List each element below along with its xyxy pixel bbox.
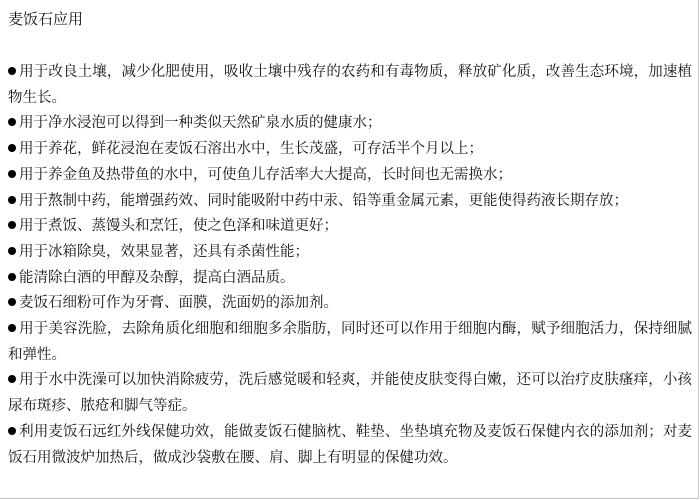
application-list xyxy=(8,60,692,471)
bullet-icon xyxy=(8,196,16,204)
bullet-icon xyxy=(8,298,16,306)
list-item xyxy=(8,60,692,111)
list-item xyxy=(8,368,692,419)
bullet-icon xyxy=(8,375,16,383)
list-item-text: 用于煮饭、蒸馒头和烹饪，使之色泽和味道更好； xyxy=(19,218,338,235)
bullet-icon xyxy=(8,67,16,75)
bullet-icon xyxy=(8,427,16,435)
list-item-text: 用于养金鱼及热带鱼的水中，可使鱼儿存活率大大提高，长时间也无需换水； xyxy=(19,166,512,183)
bullet-icon xyxy=(8,170,16,178)
list-item-text: 用于熬制中药，能增强药效、同时能吸附中药中汞、铅等重金属元素，更能使得药液长期存放； xyxy=(19,192,628,209)
list-item xyxy=(8,317,692,368)
list-item-text: 用于改良土壤，减少化肥使用，吸收土壤中残存的农药和有毒物质，释放矿化质，改善生态环境，加速植物生长。 xyxy=(8,64,692,106)
list-item-text: 麦饭石细粉可作为牙膏、面膜，洗面奶的添加剂。 xyxy=(19,295,338,312)
list-item xyxy=(8,163,692,189)
list-item xyxy=(8,266,692,292)
bullet-icon xyxy=(8,144,16,152)
list-item xyxy=(8,240,692,266)
list-item xyxy=(8,111,692,137)
list-item xyxy=(8,291,692,317)
list-item xyxy=(8,214,692,240)
bullet-icon xyxy=(8,118,16,126)
list-item-text: 用于净水浸泡可以得到一种类似天然矿泉水质的健康水； xyxy=(19,115,382,132)
list-item-text: 利用麦饭石远红外线保健功效，能做麦饭石健脑枕、鞋垫、坐垫填充物及麦饭石保健内衣的添加剂；对麦饭石用微波炉加热后，做成沙袋敷在腰、肩、脚上有明显的保健功效。 xyxy=(8,423,692,466)
bullet-icon xyxy=(8,324,16,332)
list-item-text: 用于美容洗脸，去除角质化细胞和细胞多余脂肪，同时还可以作用于细胞内酶，赋予细胞活力，保持细腻和弹性。 xyxy=(8,321,692,363)
list-item xyxy=(8,420,692,471)
list-item xyxy=(8,137,692,163)
list-item-text: 能清除白酒的甲醇及杂醇，提高白酒品质。 xyxy=(19,269,295,286)
bullet-icon xyxy=(8,247,16,255)
list-item-text: 用于冰箱除臭，效果显著，还具有杀菌性能； xyxy=(19,243,309,260)
list-item-text: 用于水中洗澡可以加快消除疲劳，洗后感觉暖和轻爽，并能使皮肤变得白嫩，还可以治疗皮肤瘙痒，小孩尿布斑疹、脓疮和脚气等症。 xyxy=(8,372,692,415)
list-item xyxy=(8,189,692,215)
document-title: 麦饭石应用 xyxy=(8,10,84,28)
bullet-icon xyxy=(8,273,16,281)
bullet-icon xyxy=(8,221,16,229)
document-body xyxy=(8,8,692,471)
list-item-text: 用于养花，鲜花浸泡在麦饭石溶出水中，生长茂盛，可存活半个月以上； xyxy=(19,141,483,158)
